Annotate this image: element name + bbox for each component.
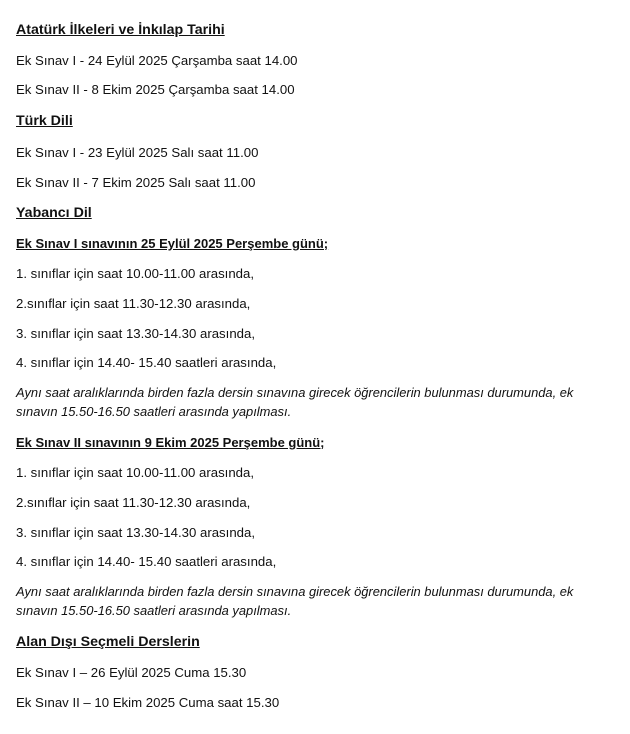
yabanci-dil-exam-1-slot-2: 2.sınıflar için saat 11.30-12.30 arasında, — [16, 296, 251, 311]
yabanci-dil-exam-1-slot-1: 1. sınıflar için saat 10.00-11.00 arasında, — [16, 266, 255, 281]
yabanci-dil-section-title: Yabancı Dil — [16, 205, 92, 221]
yabanci-dil-exam-2-slot-3: 3. sınıflar için saat 13.30-14.30 arasında, — [16, 525, 255, 540]
yabanci-dil-exam-1-slot-3: 3. sınıflar için saat 13.30-14.30 arasında, — [16, 326, 255, 341]
ataturk-exam-2: Ek Sınav II - 8 Ekim 2025 Çarşamba saat 14.00 — [16, 82, 295, 97]
turk-dili-exam-1: Ek Sınav I - 23 Eylül 2025 Salı saat 11.00 — [16, 145, 259, 160]
yabanci-dil-exam-1-slot-4: 4. sınıflar için 14.40- 15.40 saatleri arasında, — [16, 355, 277, 370]
ataturk-section-title: Atatürk İlkeleri ve İnkılap Tarihi — [16, 22, 225, 38]
alan-disi-exam-2: Ek Sınav II – 10 Ekim 2025 Cuma saat 15.30 — [16, 695, 280, 710]
yabanci-dil-exam-2-slot-1: 1. sınıflar için saat 10.00-11.00 arasında, — [16, 465, 255, 480]
yabanci-dil-exam-2-note: Aynı saat aralıklarında birden fazla dersin sınavına girecek öğrencilerin bulunması durumunda, ek sınavın 15.50-16.50 saatleri arasında yapılması. — [16, 584, 574, 618]
alan-disi-section-title: Alan Dışı Seçmeli Derslerin — [16, 634, 200, 650]
yabanci-dil-exam-2-slot-4: 4. sınıflar için 14.40- 15.40 saatleri arasında, — [16, 554, 277, 569]
yabanci-dil-exam-2-slot-2: 2.sınıflar için saat 11.30-12.30 arasında, — [16, 495, 251, 510]
yabanci-dil-exam-2-subtitle: Ek Sınav II sınavının 9 Ekim 2025 Perşembe günü; — [16, 435, 325, 450]
yabanci-dil-exam-1-subtitle: Ek Sınav I sınavının 25 Eylül 2025 Perşembe günü; — [16, 236, 329, 251]
turk-dili-section-title: Türk Dili — [16, 113, 73, 129]
turk-dili-exam-2: Ek Sınav II - 7 Ekim 2025 Salı saat 11.00 — [16, 175, 256, 190]
yabanci-dil-exam-1-note: Aynı saat aralıklarında birden fazla dersin sınavına girecek öğrencilerin bulunması durumunda, ek sınavın 15.50-16.50 saatleri arasında yapılması. — [16, 385, 574, 419]
ataturk-exam-1: Ek Sınav I - 24 Eylül 2025 Çarşamba saat 14.00 — [16, 53, 298, 68]
alan-disi-exam-1: Ek Sınav I – 26 Eylül 2025 Cuma 15.30 — [16, 665, 247, 680]
